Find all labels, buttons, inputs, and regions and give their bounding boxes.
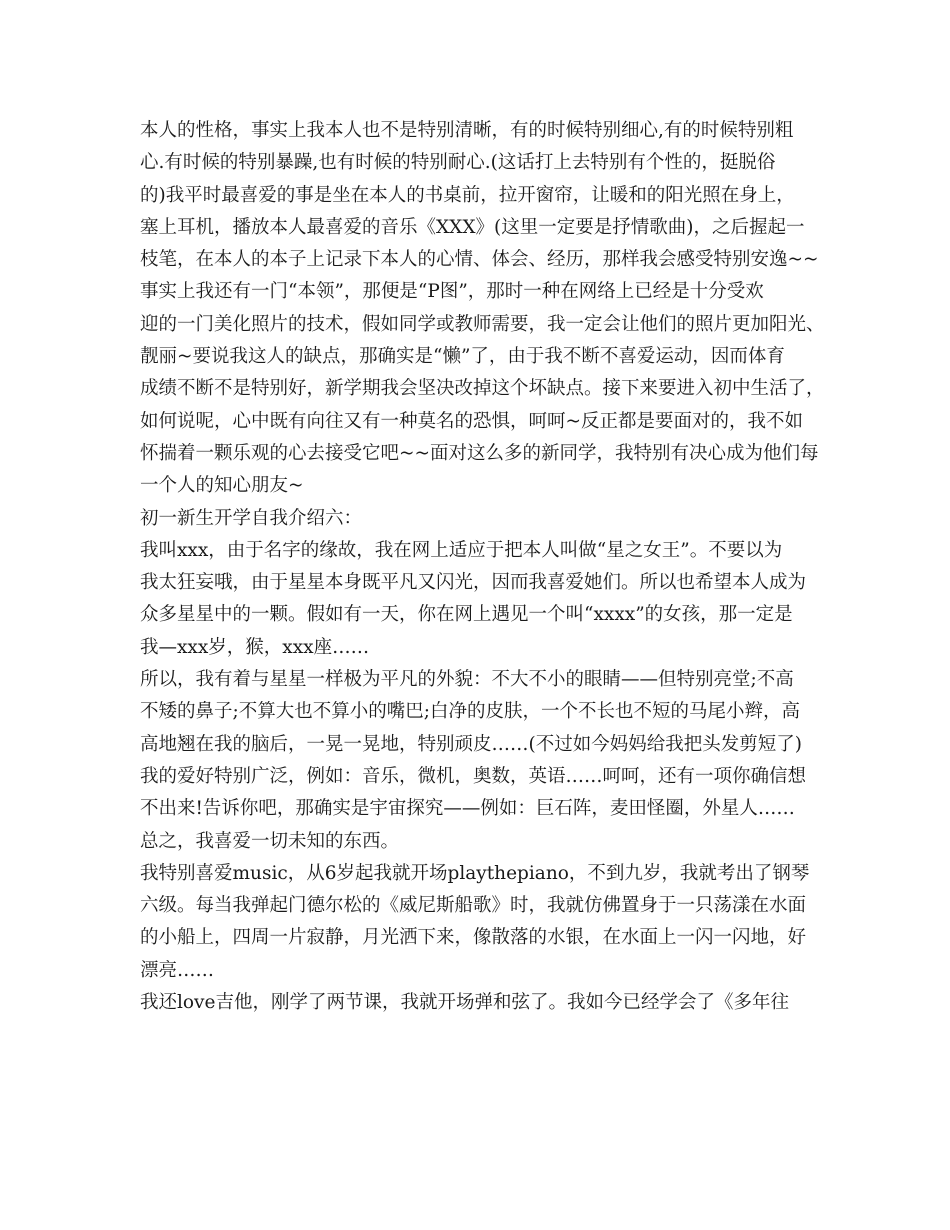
text-line: 漂亮…… [140, 959, 215, 981]
document-text-body [140, 115, 840, 1019]
section-heading: 初一新生开学自我介绍六： [140, 507, 363, 529]
text-line: 迎的一门美化照片的技术，假如同学或教师需要，我一定会让他们的照片更加阳光、 [140, 313, 825, 335]
text-line: 六级。每当我弹起门德尔松的《威尼斯船歌》时，我就仿佛置身于一只荡漾在水面 [140, 895, 807, 917]
text-line: 高地翘在我的脑后，一晃一晃地，特别顽皮……(不过如今妈妈给我把头发剪短了) [140, 733, 802, 755]
text-line: 不矮的鼻子;不算大也不算小的嘴巴;白净的皮肤，一个不长也不短的马尾小辫，高 [140, 701, 800, 723]
text-line: 的)我平时最喜爱的事是坐在本人的书桌前，拉开窗帘，让暖和的阳光照在身上， [140, 184, 795, 206]
text-line: 本人的性格，事实上我本人也不是特别清晰，有的时候特别细心,有的时候特别粗 [140, 120, 794, 141]
text-line: 我还love吉他，刚学了两节课，我就开场弹和弦了。我如今已经学会了《多年往 [140, 992, 789, 1014]
text-line: 总之，我喜爱一切未知的东西。 [140, 830, 400, 852]
text-line: 如何说呢，心中既有向往又有一种莫名的恐惧，呵呵~反正都是要面对的，我不如 [140, 410, 804, 432]
text-line: 心.有时候的特别暴躁,也有时候的特别耐心.(这话打上去特别有个性的，挺脱俗 [140, 152, 776, 174]
text-line: 事实上我还有一门“本领”，那便是“P图”，那时一种在网络上已经是十分受欢 [140, 281, 764, 303]
text-line: 的小船上，四周一片寂静，月光洒下来，像散落的水银，在水面上一闪一闪地，好 [140, 927, 807, 949]
text-line: 我—xxx岁，猴，xxx座…… [140, 636, 370, 658]
text-line: 我太狂妄哦，由于星星本身既平凡又闪光，因而我喜爱她们。所以也希望本人成为 [140, 572, 807, 594]
text-line: 我叫xxx，由于名字的缘故，我在网上适应于把本人叫做“星之女王”。不要以为 [140, 539, 783, 561]
text-line: 枝笔，在本人的本子上记录下本人的心情、体会、经历，那样我会感受特别安逸~~ [140, 249, 819, 271]
text-line: 我的爱好特别广泛，例如：音乐，微机，奥数，英语……呵呵，还有一项你确信想 [140, 765, 807, 787]
text-line: 靓丽~要说我这人的缺点，那确实是“懒”了，由于我不断不喜爱运动，因而体育 [140, 346, 785, 368]
text-line: 我特别喜爱music，从6岁起我就开场playthepiano，不到九岁，我就考出了钢琴 [140, 862, 810, 884]
text-line: 塞上耳机，播放本人最喜爱的音乐《XXX》(这里一定要是抒情歌曲)，之后握起一 [140, 216, 805, 238]
text-line: 一个人的知心朋友~ [140, 475, 304, 497]
text-line: 所以，我有着与星星一样极为平凡的外貌：不大不小的眼睛——但特别亮堂;不高 [140, 669, 794, 691]
text-line: 众多星星中的一颗。假如有一天，你在网上遇见一个叫“xxxx”的女孩，那一定是 [140, 604, 793, 626]
text-line: 不出来!告诉你吧，那确实是宇宙探究——例如：巨石阵，麦田怪圈，外星人…… [140, 798, 795, 820]
text-line: 怀揣着一颗乐观的心去接受它吧~~面对这么多的新同学，我特别有决心成为他们每 [140, 442, 819, 464]
text-line: 成绩不断不是特别好，新学期我会坚决改掉这个坏缺点。接下来要进入初中生活了， [140, 378, 825, 400]
